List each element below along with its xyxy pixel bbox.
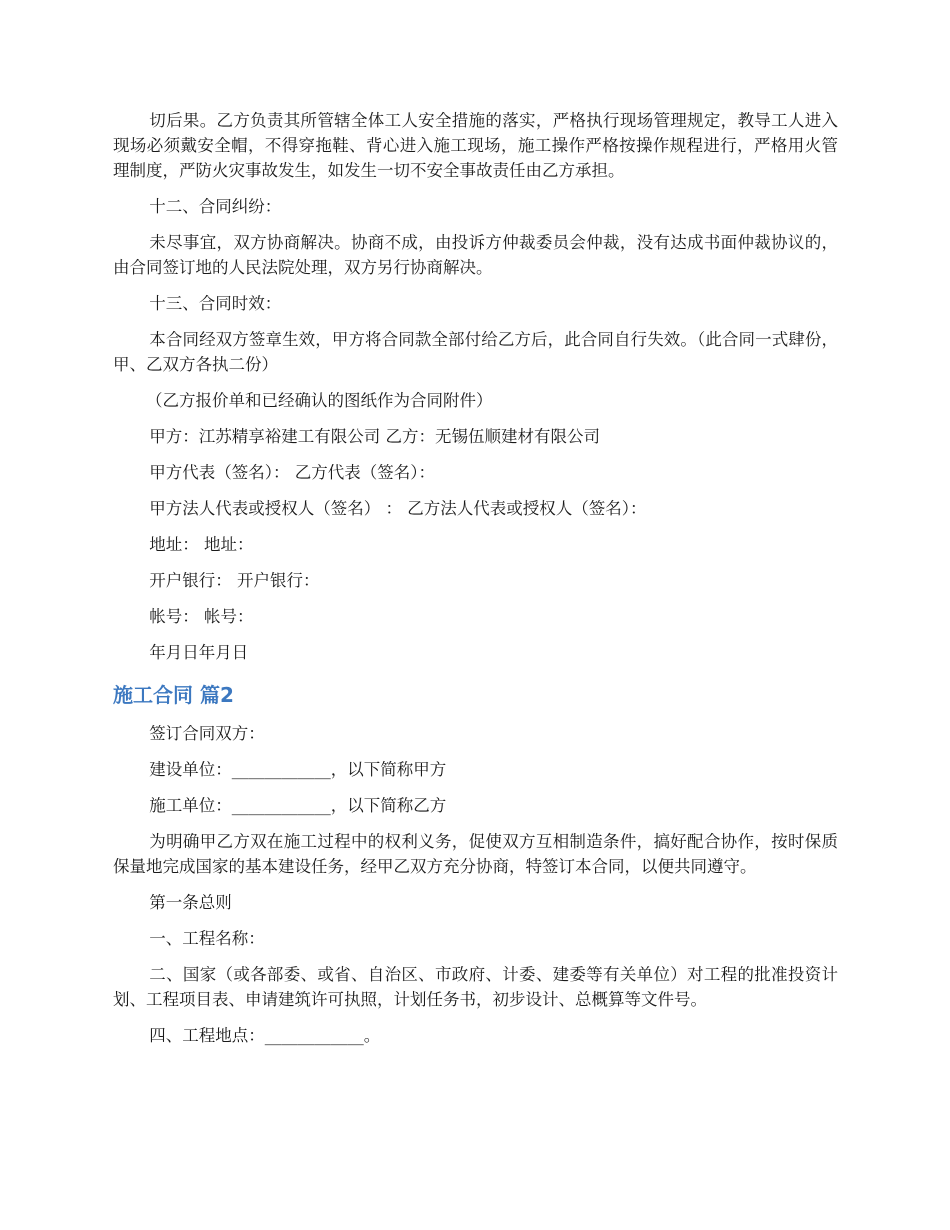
clause-13-heading: 十三、合同时效： — [149, 294, 282, 313]
contract-parties-intro: 签订合同双方： — [149, 724, 265, 743]
project-location-line: 四、工程地点：____________。 — [149, 1026, 381, 1045]
date-line: 年月日年月日 — [149, 643, 249, 662]
document-body — [113, 108, 838, 1059]
article-1-heading: 第一条总则 — [149, 893, 232, 912]
paragraph-attachments: （乙方报价单和已经确认的图纸作为合同附件） — [146, 391, 493, 410]
clause-12-heading: 十二、合同纠纷： — [149, 197, 282, 216]
party-names: 甲方：江苏精享裕建工有限公司 乙方：无锡伍顺建材有限公司 — [149, 427, 601, 446]
contractor-line: 施工单位：____________，以下简称乙方 — [149, 796, 447, 815]
party-representatives: 甲方代表（签名）： 乙方代表（签名）： — [149, 463, 436, 482]
paragraph-dispute: 未尽事宜，双方协商解决。协商不成，由投诉方仲裁委员会仲裁，没有达成书面仲裁协议的，由合同签订地的人民法院处理，双方另行协商解决。 — [113, 233, 838, 277]
legal-representatives: 甲方法人代表或授权人（签名） ： 乙方法人代表或授权人（签名）： — [149, 499, 647, 518]
account-line: 帐号： 帐号： — [149, 607, 254, 626]
paragraph-validity: 本合同经双方签章生效，甲方将合同款全部付给乙方后，此合同自行失效。（此合同一式肆份，甲、乙双方各执二份） — [113, 330, 838, 374]
paragraph-approvals: 二、国家（或各部委、或省、自治区、市政府、计委、建委等有关单位）对工程的批准投资计划、工程项目表、申请建筑许可执照，计划任务书，初步设计、总概算等文件号。 — [113, 965, 838, 1009]
project-name-line: 一、工程名称： — [149, 929, 265, 948]
paragraph-purpose: 为明确甲乙方双在施工过程中的权利义务，促使双方互相制造条件，搞好配合协作，按时保质保量地完成国家的基本建设任务，经甲乙双方充分协商，特签订本合同，以便共同遵守。 — [113, 832, 838, 876]
section-heading-contract-2: 施工合同 篇2 — [113, 683, 234, 707]
address-line: 地址： 地址： — [149, 535, 254, 554]
construction-owner-line: 建设单位：____________，以下简称甲方 — [149, 760, 447, 779]
bank-line: 开户银行： 开户银行： — [149, 571, 320, 590]
paragraph-safety-responsibility: 切后果。乙方负责其所管辖全体工人安全措施的落实，严格执行现场管理规定，教导工人进入现场必须戴安全帽，不得穿拖鞋、背心进入施工现场，施工操作严格按操作规程进行，严格用火管理制度，严防火灾事故发生，如发生一切不安全事故责任由乙方承担。 — [113, 111, 838, 180]
